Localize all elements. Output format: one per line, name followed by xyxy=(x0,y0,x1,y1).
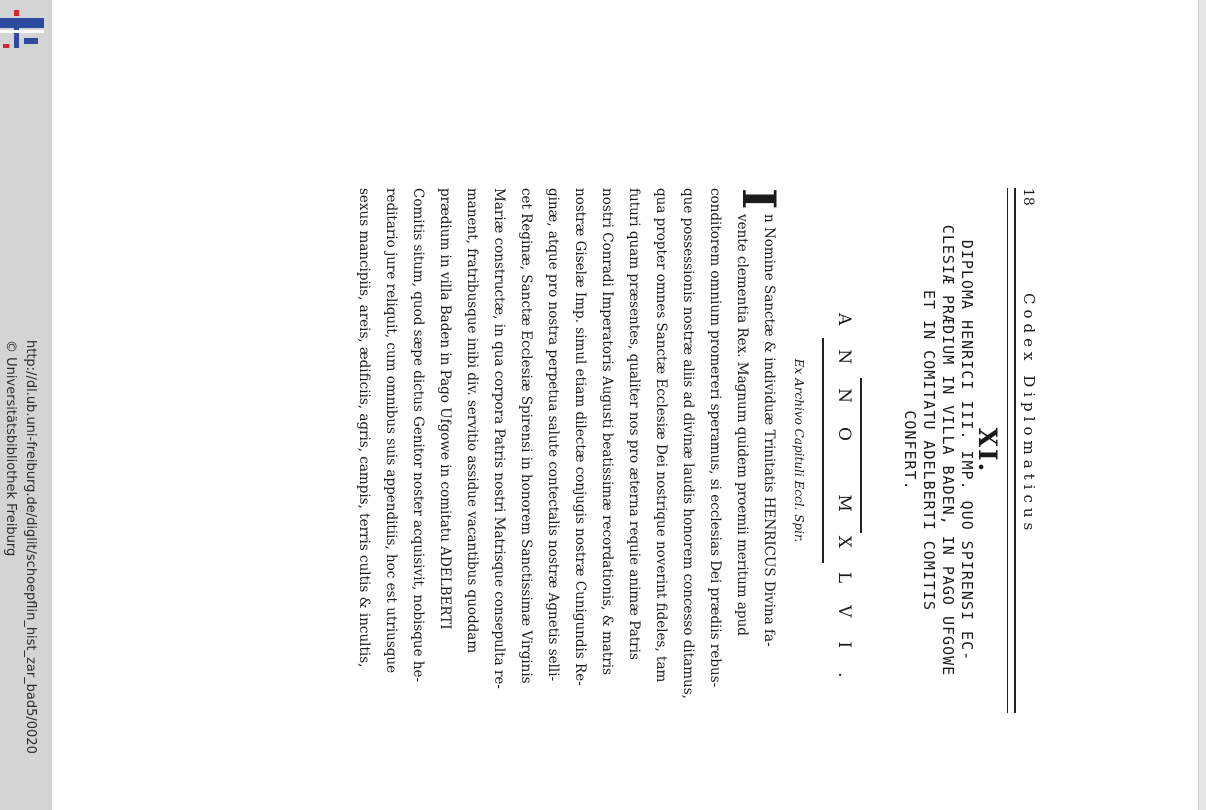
body-line: Comitis situm, quod sæpe dictus Genitor noster acquisivit, nobisque he- xyxy=(410,188,426,683)
document-year: ANNO MXLVI. xyxy=(834,313,854,702)
body-line: vente clementia Rex. Magnum quidem proemii meritum apud xyxy=(734,214,750,636)
page-right-edge xyxy=(1198,0,1206,810)
title-line: DIPLOMA HENRICI III. IMP. QUO SPIRENSI EC- xyxy=(958,239,976,662)
source-note: Ex Archivo Capituli Eccl. Spir. xyxy=(792,358,806,543)
university-library-logo-icon xyxy=(0,8,44,50)
body-line: prædium in villa Baden in Pago Ufgowe in comitatu ADELBERTI xyxy=(437,188,453,630)
title-line: CONFERT. xyxy=(901,410,919,491)
body-line: que possessionis nostræ aliis ad divinæ laudis honorem concesso ditamus, xyxy=(680,188,696,699)
title-line: ET IN COMITATU ADELBERTI COMITIS xyxy=(920,290,938,611)
document-title xyxy=(900,188,976,713)
body-line: reditario jure reliquit, cum omnibus suis appenditiis, hoc est utriusque xyxy=(383,188,399,674)
body-line: cet Reginæ, Sanctæ Ecclesiæ Spirensi in honorem Sanctissimæ Virginis xyxy=(518,188,534,684)
body-line: n Nomine Sanctæ & individuæ Trinitatis HENRICUS Divina fa- xyxy=(761,214,777,647)
running-head: Codex Diplomaticus xyxy=(1020,293,1038,536)
viewer-side-text xyxy=(0,340,40,754)
body-line: Mariæ constructæ, in qua corpora Patris nostri Matrisque consepulta re- xyxy=(491,188,507,689)
header-rule xyxy=(1007,188,1016,713)
body-line: nostri Conradi Imperatoris Augusti beatissimæ recordationis, & matris xyxy=(599,188,615,676)
body-line: futuri quam præsentes, qualiter nos pro æterna requie animæ Patris xyxy=(626,188,642,660)
body-line: sexus mancipiis, areis, ædificiis, agris, campis, terris cultis & incultis, xyxy=(356,188,372,668)
page-number: 18 xyxy=(1020,188,1036,206)
drop-cap: I xyxy=(732,188,786,210)
body-line: manent, fratribusque inibi div. servitio assidue vacantibus quoddam xyxy=(464,188,480,654)
document-body xyxy=(350,188,786,713)
body-line: nostræ Giselæ Imp. simul etiam dilectæ conjugis nostræ Cunigundis Re- xyxy=(572,188,588,686)
body-line: conditorem omnium promereri speramus, si ecclesias Dei prædiis rebus- xyxy=(707,188,723,688)
document-numeral: XI. xyxy=(973,427,1002,474)
body-line: qua propter omnes Sanctæ Ecclesiæ Dei nostrique noverint fideles, tam xyxy=(653,188,669,683)
year-rule xyxy=(822,338,824,563)
body-line: ginæ, atque pro nostra perpetua salute contectalis nostræ Agnetis selli- xyxy=(545,188,561,682)
copyright-notice: © Universitätsbibliothek Freiburg xyxy=(3,340,18,557)
source-url[interactable]: http://dl.ub.uni-freiburg.de/diglit/schoepflin_hist_zar_bad5/0020 xyxy=(23,340,38,754)
title-line: CLESIÆ PRÆDIUM IN VILLA BADEN, IN PAGO UFGOWE xyxy=(939,224,957,677)
page-header xyxy=(1018,188,1040,728)
viewer-side-strip xyxy=(0,0,52,810)
title-rule xyxy=(860,378,862,533)
scanned-page xyxy=(300,188,1040,728)
